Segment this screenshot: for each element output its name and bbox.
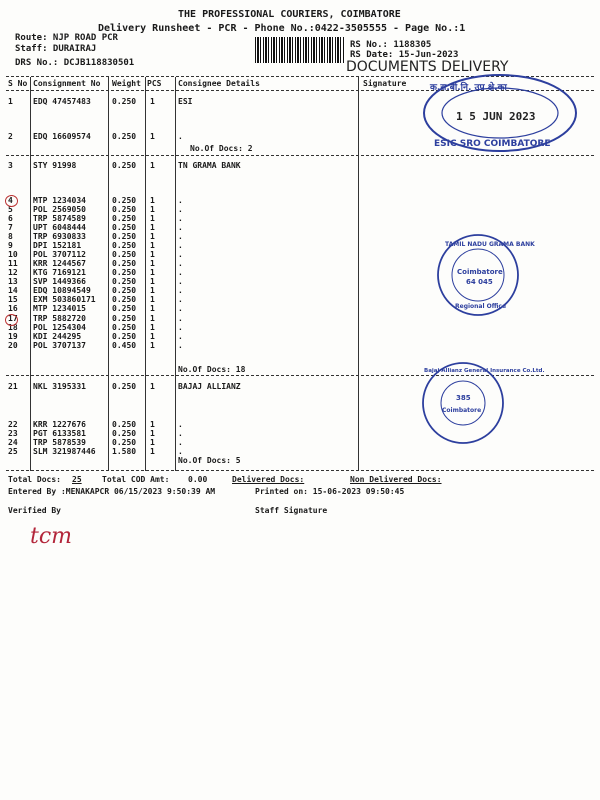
row-pcs: 1 xyxy=(150,438,155,447)
row-consignment-no: MTP 1234034 xyxy=(33,196,86,205)
row-consignee: . xyxy=(178,259,183,268)
rs-date: RS Date: 15-Jun-2023 xyxy=(350,50,459,60)
row-pcs: 1 xyxy=(150,304,155,313)
row-pcs: 1 xyxy=(150,196,155,205)
row-sno: 3 xyxy=(8,161,13,170)
row-pcs: 1 xyxy=(150,286,155,295)
printed-on: Printed on: 15-06-2023 09:50:45 xyxy=(255,487,405,496)
row-weight: 0.250 xyxy=(112,314,137,323)
row-consignment-no: EDQ 47457483 xyxy=(33,97,91,106)
bajaj-stamp-ring-text: Bajaj Allianz General Insurance Co.Ltd. xyxy=(424,368,545,374)
row-pcs: 1 xyxy=(150,277,155,286)
row-consignment-no: KDI 244295 xyxy=(33,332,82,341)
row-consignment-no: TRP 5882720 xyxy=(33,314,86,323)
verified-by-label: Verified By xyxy=(8,506,61,515)
rs-number: RS No.: 1188305 xyxy=(350,40,432,50)
row-weight: 0.250 xyxy=(112,214,137,223)
table-row xyxy=(0,382,600,391)
row-sno: 12 xyxy=(8,268,18,277)
staff-label: Staff: DURAIRAJ xyxy=(15,44,97,54)
row-pcs: 1 xyxy=(150,214,155,223)
cod-label: Total COD Amt: xyxy=(102,475,170,484)
cod-value: 0.00 xyxy=(188,475,208,484)
row-consignment-no: SLM 321987446 xyxy=(33,447,96,456)
row-pcs: 1 xyxy=(150,314,155,323)
row-consignee: . xyxy=(178,295,183,304)
row-consignment-no: POL 3707112 xyxy=(33,250,86,259)
handwritten-initials: tcm xyxy=(30,524,73,549)
row-sno: 14 xyxy=(8,286,18,295)
group-doc-count: No.Of Docs: 2 xyxy=(190,144,253,153)
row-consignee: . xyxy=(178,268,183,277)
row-pcs: 1 xyxy=(150,232,155,241)
row-weight: 0.250 xyxy=(112,420,137,429)
row-sno: 1 xyxy=(8,97,13,106)
row-sno: 21 xyxy=(8,382,18,391)
row-consignment-no: TRP 6930833 xyxy=(33,232,86,241)
row-sno: 2 xyxy=(8,132,13,141)
table-row xyxy=(0,223,600,232)
table-row xyxy=(0,214,600,223)
esic-stamp-date: 1 5 JUN 2023 xyxy=(456,110,536,123)
bank-stamp-ring-text: TAMIL NADU GRAMA BANK xyxy=(445,241,535,248)
row-weight: 0.250 xyxy=(112,323,137,332)
row-sno: 11 xyxy=(8,259,18,268)
col-consignee: Consignee Details xyxy=(178,79,260,88)
row-consignment-no: TRP 5874589 xyxy=(33,214,86,223)
row-sno: 20 xyxy=(8,341,18,350)
company-title: THE PROFESSIONAL COURIERS, COIMBATORE xyxy=(178,9,401,20)
row-sno: 24 xyxy=(8,438,18,447)
group-doc-count: No.Of Docs: 5 xyxy=(178,456,241,465)
delivered-docs-label: Delivered Docs: xyxy=(232,475,305,484)
row-pcs: 1 xyxy=(150,341,155,350)
row-sno: 22 xyxy=(8,420,18,429)
row-pcs: 1 xyxy=(150,250,155,259)
row-consignee: . xyxy=(178,341,183,350)
row-consignment-no: KTG 7169121 xyxy=(33,268,86,277)
col-signature: Signature xyxy=(363,79,407,88)
row-consignee: . xyxy=(178,429,183,438)
row-consignment-no: NKL 3195331 xyxy=(33,382,86,391)
row-consignment-no: EDQ 10894549 xyxy=(33,286,91,295)
row-sno: 6 xyxy=(8,214,13,223)
group-separator xyxy=(6,155,594,156)
row-consignment-no: KRR 1244567 xyxy=(33,259,86,268)
barcode xyxy=(255,37,345,63)
row-pcs: 1 xyxy=(150,447,155,456)
row-weight: 1.580 xyxy=(112,447,137,456)
row-sno: 23 xyxy=(8,429,18,438)
row-sno: 17 xyxy=(8,314,18,323)
col-pcs: PCS xyxy=(147,79,162,88)
bajaj-stamp-city: Coimbatore xyxy=(442,407,482,414)
row-weight: 0.250 xyxy=(112,332,137,341)
table-row xyxy=(0,161,600,170)
row-pcs: 1 xyxy=(150,97,155,106)
bank-stamp-office: Regional Office xyxy=(455,303,507,310)
ink-circle-mark xyxy=(5,195,18,207)
row-sno: 8 xyxy=(8,232,13,241)
col-weight: Weight xyxy=(112,79,141,88)
row-consignment-no: STY 91998 xyxy=(33,161,77,170)
row-pcs: 1 xyxy=(150,241,155,250)
row-consignee: . xyxy=(178,332,183,341)
row-weight: 0.250 xyxy=(112,241,137,250)
esic-stamp xyxy=(420,72,580,154)
table-row xyxy=(0,420,600,429)
bank-stamp-code: 64 045 xyxy=(466,278,493,286)
col-sno: S No xyxy=(8,79,28,88)
row-consignment-no: TRP 5878539 xyxy=(33,438,86,447)
row-consignee: . xyxy=(178,277,183,286)
row-weight: 0.250 xyxy=(112,277,137,286)
row-sno: 5 xyxy=(8,205,13,214)
row-weight: 0.250 xyxy=(112,429,137,438)
row-pcs: 1 xyxy=(150,382,155,391)
row-sno: 4 xyxy=(8,196,13,205)
ink-circle-mark xyxy=(5,314,18,326)
row-consignee: . xyxy=(178,314,183,323)
row-sno: 18 xyxy=(8,323,18,332)
bajaj-stamp xyxy=(420,360,545,446)
row-consignee: . xyxy=(178,214,183,223)
row-weight: 0.250 xyxy=(112,295,137,304)
row-consignee: . xyxy=(178,447,183,456)
row-weight: 0.250 xyxy=(112,223,137,232)
row-sno: 16 xyxy=(8,304,18,313)
row-consignment-no: KRR 1227676 xyxy=(33,420,86,429)
row-weight: 0.250 xyxy=(112,97,137,106)
row-pcs: 1 xyxy=(150,323,155,332)
staff-signature-label: Staff Signature xyxy=(255,506,328,515)
totals-row xyxy=(0,475,600,484)
bank-stamp xyxy=(435,232,535,318)
row-weight: 0.250 xyxy=(112,304,137,313)
row-consignee: . xyxy=(178,232,183,241)
row-consignee: . xyxy=(178,196,183,205)
table-row xyxy=(0,438,600,447)
row-consignee: . xyxy=(178,205,183,214)
row-sno: 15 xyxy=(8,295,18,304)
row-consignment-no: MTP 1234015 xyxy=(33,304,86,313)
row-consignment-no: POL 2569050 xyxy=(33,205,86,214)
row-pcs: 1 xyxy=(150,161,155,170)
row-consignee: . xyxy=(178,250,183,259)
row-consignee: . xyxy=(178,241,183,250)
row-consignee: . xyxy=(178,132,183,141)
row-weight: 0.250 xyxy=(112,196,137,205)
row-pcs: 1 xyxy=(150,205,155,214)
table-row xyxy=(0,205,600,214)
row-pcs: 1 xyxy=(150,132,155,141)
table-row xyxy=(0,429,600,438)
bank-stamp-city: Coimbatore xyxy=(457,268,503,276)
table-bottom-rule xyxy=(6,470,594,471)
row-consignment-no: DPI 152181 xyxy=(33,241,82,250)
entered-by: Entered By :MENAKAPCR 06/15/2023 9:50:39 AM xyxy=(8,487,216,496)
esic-stamp-top-text: क.रा.बी.नि. उप क्षे.का xyxy=(430,83,507,93)
table-row xyxy=(0,447,600,456)
table-row xyxy=(0,196,600,205)
row-consignee: BAJAJ ALLIANZ xyxy=(178,382,241,391)
row-consignee: . xyxy=(178,420,183,429)
row-weight: 0.250 xyxy=(112,286,137,295)
drs-label: DRS No.: DCJB118830501 xyxy=(15,58,135,68)
row-consignee: . xyxy=(178,323,183,332)
non-delivered-docs-label: Non Delivered Docs: xyxy=(350,475,442,484)
total-docs-value: 25 xyxy=(72,475,82,484)
row-pcs: 1 xyxy=(150,268,155,277)
row-consignment-no: UPT 6048444 xyxy=(33,223,86,232)
row-weight: 0.250 xyxy=(112,268,137,277)
row-consignment-no: EDQ 16609574 xyxy=(33,132,91,141)
esic-stamp-bottom-text: ESIC SRO COIMBATORE xyxy=(434,139,551,149)
row-pcs: 1 xyxy=(150,259,155,268)
row-consignee: . xyxy=(178,223,183,232)
row-consignee: . xyxy=(178,304,183,313)
row-consignment-no: EXM 503860171 xyxy=(33,295,96,304)
bajaj-stamp-code: 385 xyxy=(456,394,471,402)
table-row xyxy=(0,332,600,341)
row-weight: 0.250 xyxy=(112,132,137,141)
table-row xyxy=(0,341,600,350)
row-sno: 25 xyxy=(8,447,18,456)
row-sno: 10 xyxy=(8,250,18,259)
row-pcs: 1 xyxy=(150,420,155,429)
row-weight: 0.250 xyxy=(112,250,137,259)
route-label: Route: NJP ROAD PCR xyxy=(15,33,118,43)
row-sno: 19 xyxy=(8,332,18,341)
row-weight: 0.250 xyxy=(112,232,137,241)
row-weight: 0.250 xyxy=(112,438,137,447)
row-pcs: 1 xyxy=(150,295,155,304)
row-consignment-no: SVP 1449366 xyxy=(33,277,86,286)
row-weight: 0.250 xyxy=(112,205,137,214)
group-doc-count: No.Of Docs: 18 xyxy=(178,365,246,374)
col-consignment: Consignment No xyxy=(33,79,101,88)
row-weight: 0.450 xyxy=(112,341,137,350)
handwritten-documents-delivery: DOCUMENTS DELIVERY xyxy=(346,59,509,75)
row-consignee: . xyxy=(178,286,183,295)
row-pcs: 1 xyxy=(150,223,155,232)
row-sno: 7 xyxy=(8,223,13,232)
row-sno: 13 xyxy=(8,277,18,286)
row-pcs: 1 xyxy=(150,332,155,341)
row-consignment-no: POL 1254304 xyxy=(33,323,86,332)
table-row xyxy=(0,323,600,332)
row-consignment-no: PGT 6133581 xyxy=(33,429,86,438)
row-consignee: . xyxy=(178,438,183,447)
row-sno: 9 xyxy=(8,241,13,250)
row-consignment-no: POL 3707137 xyxy=(33,341,86,350)
row-weight: 0.250 xyxy=(112,161,137,170)
row-pcs: 1 xyxy=(150,429,155,438)
runsheet-title: Delivery Runsheet - PCR - Phone No.:0422-3505555 - Page No.:1 xyxy=(98,23,466,34)
row-weight: 0.250 xyxy=(112,259,137,268)
row-consignee: TN GRAMA BANK xyxy=(178,161,241,170)
total-docs-label: Total Docs: xyxy=(8,475,61,484)
row-weight: 0.250 xyxy=(112,382,137,391)
row-consignee: ESI xyxy=(178,97,193,106)
